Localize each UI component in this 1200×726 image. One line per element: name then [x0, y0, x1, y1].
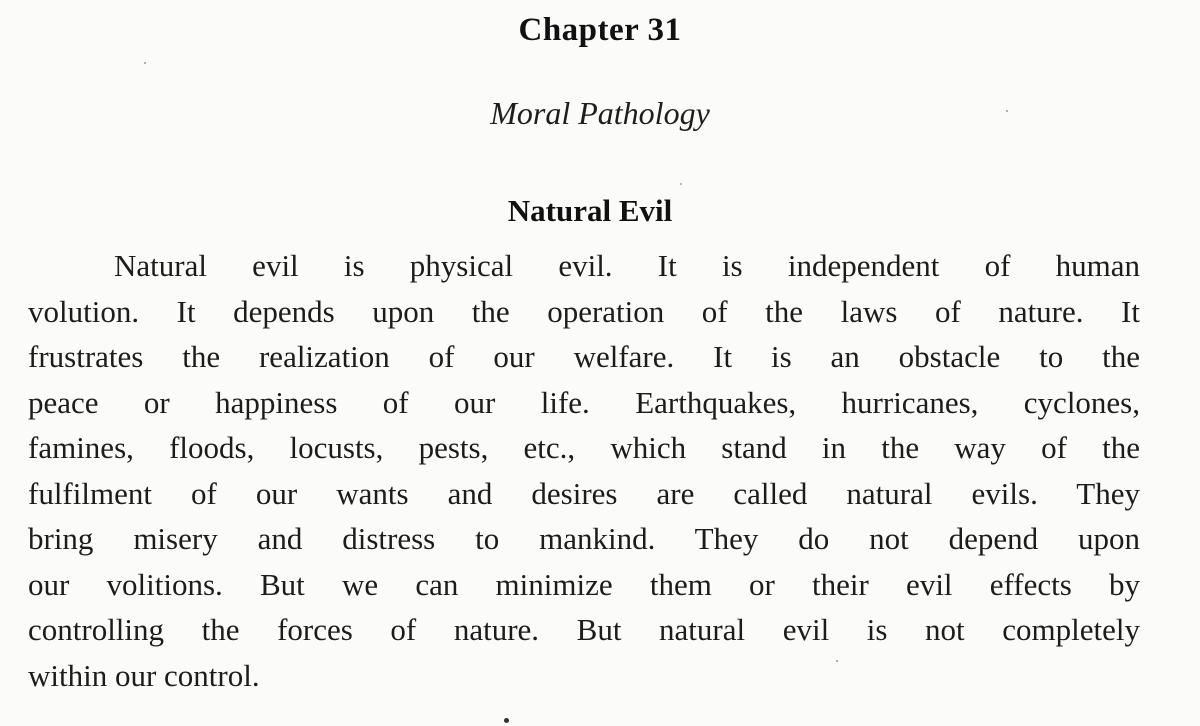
paragraph-line: Natural evil is physical evil. It is independent of human — [114, 248, 1140, 283]
paragraph-line: fulfilment of our wants and desires are called natural evils. They — [28, 475, 1140, 511]
paragraph-line: within our control. — [28, 657, 260, 693]
paragraph-line: frustrates the realization of our welfare. It is an obstacle to the — [28, 339, 1140, 374]
paragraph-line: volution. It depends upon the operation of the laws of nature. It — [28, 293, 1140, 329]
print-mark — [504, 718, 509, 723]
paper-speck — [1006, 110, 1008, 112]
paper-speck — [144, 62, 146, 64]
paragraph-line: famines, floods, locusts, pests, etc., which stand in the way of the — [28, 430, 1140, 465]
section-heading: Natural Evil — [507, 193, 673, 228]
body-paragraph — [28, 243, 1140, 698]
paragraph-line: bring misery and distress to mankind. They do not depend upon — [28, 521, 1140, 556]
chapter-subtitle: Moral Pathology — [490, 95, 710, 131]
paragraph-line: our volitions. But we can minimize them or their evil effects by — [28, 566, 1140, 602]
paragraph-line: peace or happiness of our life. Earthquakes, hurricanes, cyclones, — [28, 384, 1140, 420]
paragraph-line: controlling the forces of nature. But natural evil is not completely — [28, 612, 1140, 647]
paper-speck — [836, 660, 838, 662]
chapter-title: Chapter 31 — [518, 12, 682, 48]
paper-speck — [680, 183, 682, 185]
